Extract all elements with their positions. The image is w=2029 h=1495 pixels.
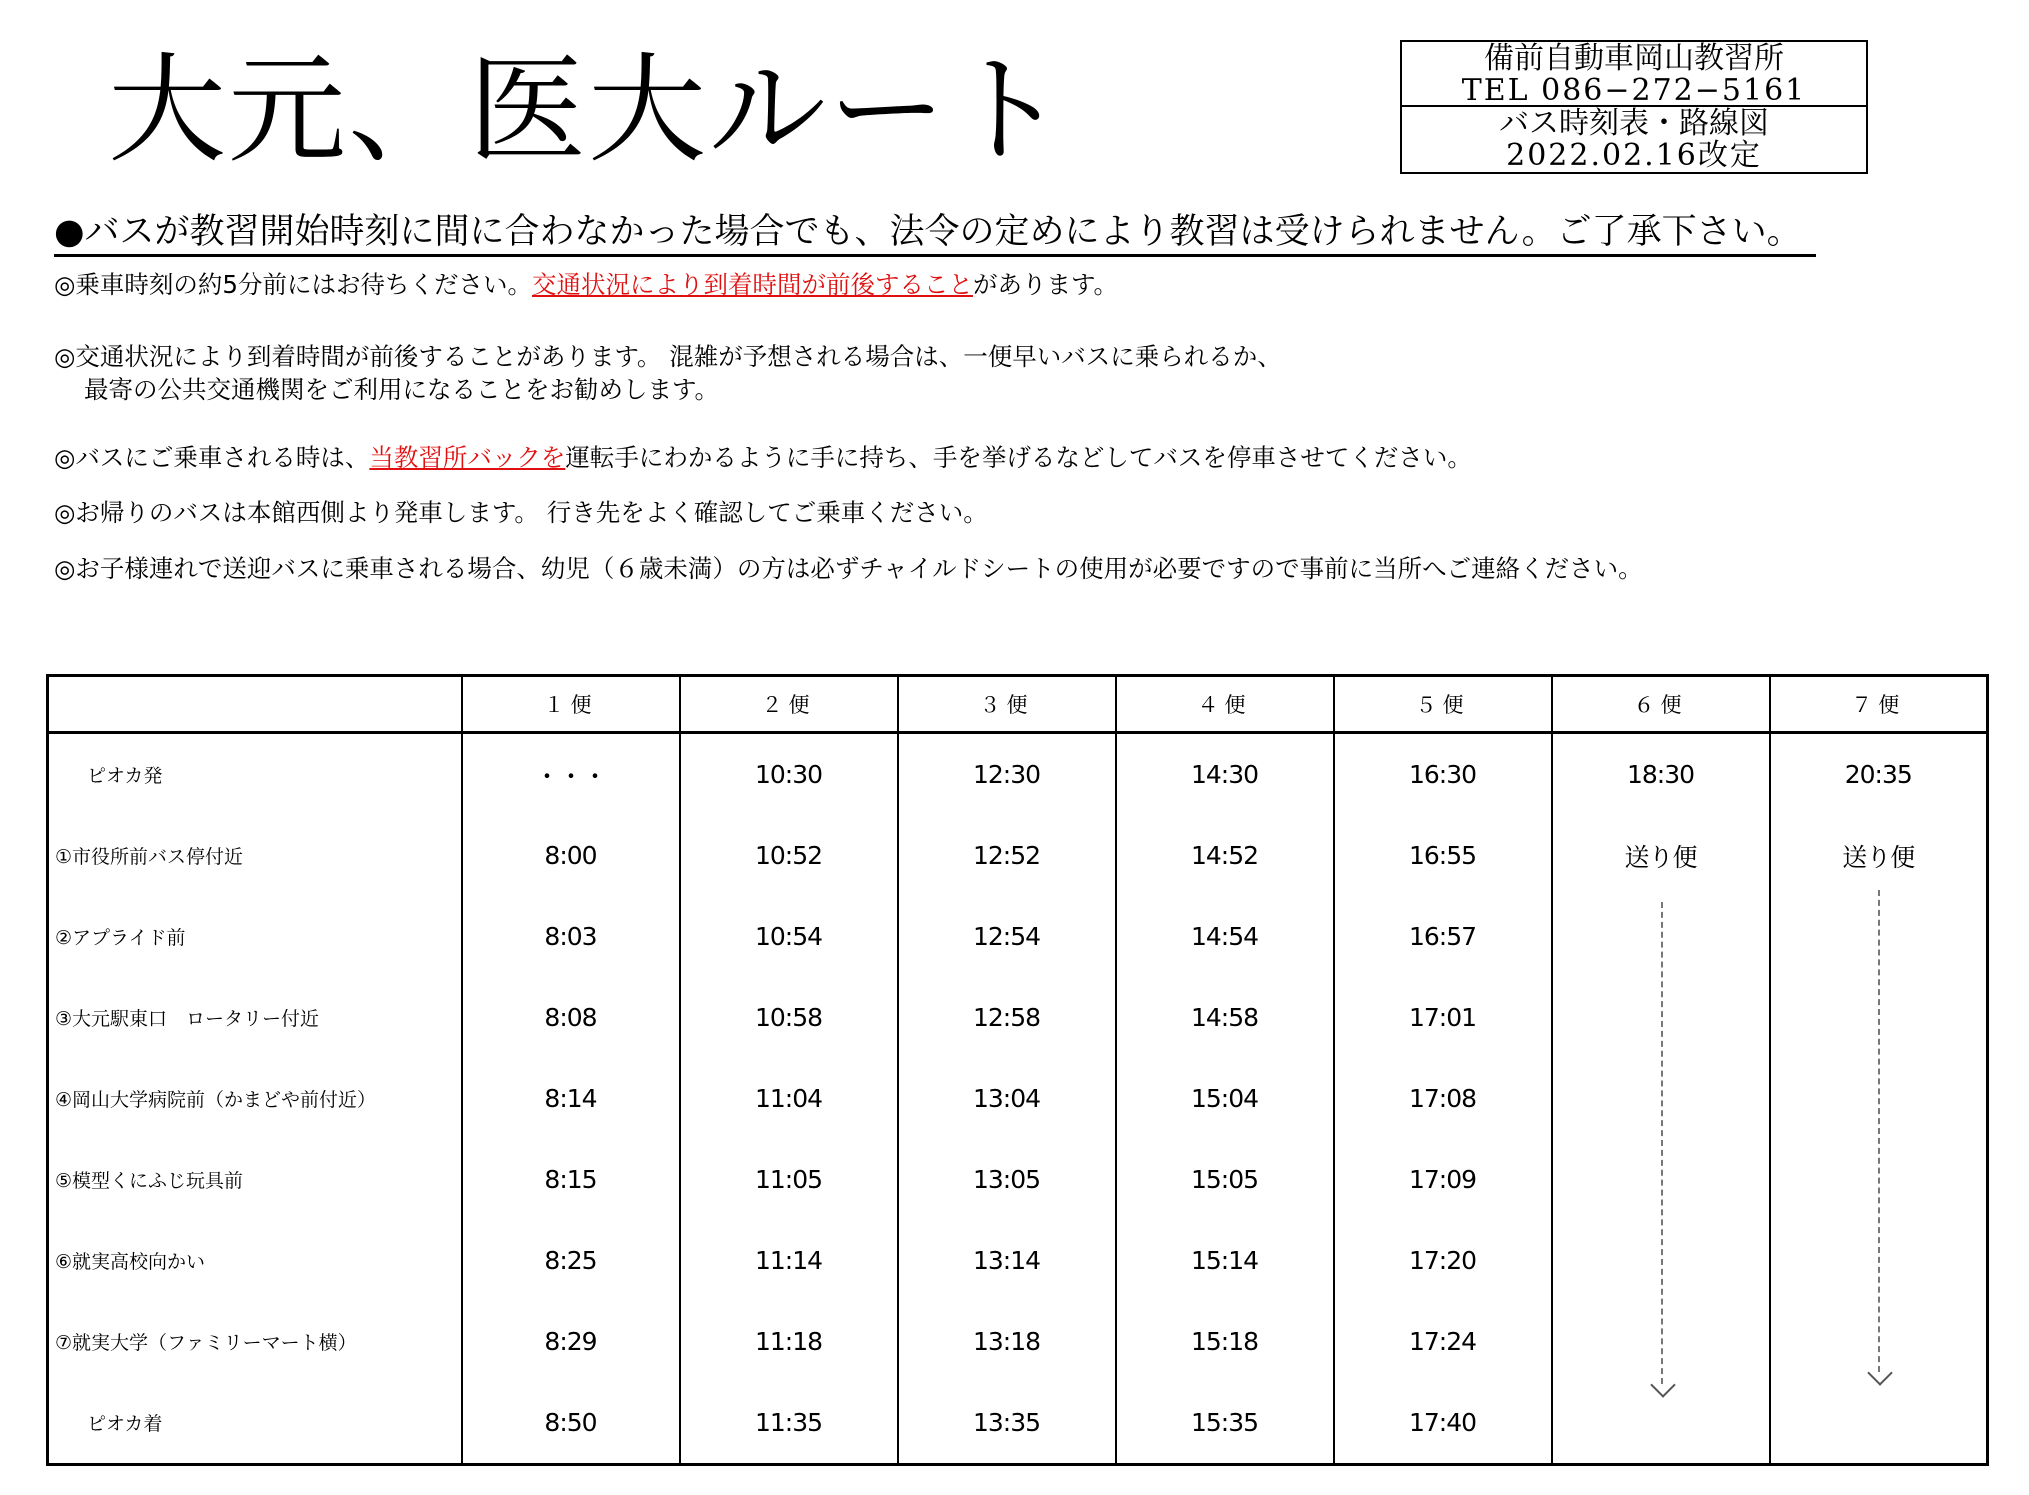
- header-trip-6: ６便: [1552, 676, 1770, 733]
- time-cell: 8:50: [462, 1382, 680, 1465]
- company-name: 備前自動車岡山教習所: [1484, 41, 1784, 76]
- time-cell: 14:58: [1116, 977, 1334, 1058]
- stop-name: ③大元駅東口 ロータリー付近: [48, 977, 462, 1058]
- company-tel: TEL 086−272−5161: [1461, 73, 1807, 108]
- arrow-head-icon: [1868, 1360, 1893, 1385]
- stop-name: ②アプライド前: [48, 896, 462, 977]
- company-info-top: [1402, 42, 1866, 107]
- time-cell: 10:58: [680, 977, 898, 1058]
- time-cell: 12:54: [898, 896, 1116, 977]
- arrow-head-icon: [1650, 1372, 1675, 1397]
- header-trip-5: ５便: [1334, 676, 1552, 733]
- time-cell: 12:58: [898, 977, 1116, 1058]
- time-cell: 10:30: [680, 733, 898, 816]
- revised-date: 2022.02.16改定: [1506, 138, 1762, 173]
- time-cell: 20:35: [1770, 733, 1988, 816]
- time-cell: 11:18: [680, 1301, 898, 1382]
- time-cell: 16:30: [1334, 733, 1552, 816]
- company-info-box: [1400, 40, 1868, 174]
- time-cell: 8:14: [462, 1058, 680, 1139]
- dashed-arrow-icon: [1878, 890, 1880, 1372]
- note-1-pre: ◎乗車時刻の約5分前にはお待ちください。: [54, 270, 532, 299]
- note-2-line-1: ◎交通状況により到着時間が前後することがあります。 混雑が予想される場合は、一便早いバスに乗られるか、: [54, 342, 1282, 371]
- time-cell: 15:18: [1116, 1301, 1334, 1382]
- time-cell: 12:52: [898, 815, 1116, 896]
- time-cell: 14:30: [1116, 733, 1334, 816]
- note-4: ◎お帰りのバスは本館西側より発車します。 行き先をよく確認してご乗車ください。: [54, 498, 988, 527]
- time-cell: 13:05: [898, 1139, 1116, 1220]
- bus-timetable: [46, 674, 1989, 1466]
- time-cell: 13:14: [898, 1220, 1116, 1301]
- time-cell: 15:04: [1116, 1058, 1334, 1139]
- time-cell: 11:05: [680, 1139, 898, 1220]
- time-cell: 13:04: [898, 1058, 1116, 1139]
- main-notice: ●バスが教習開始時刻に間に合わなかった場合でも、法令の定めにより教習は受けられません。ご了承下さい。: [54, 210, 1816, 257]
- time-cell: 14:54: [1116, 896, 1334, 977]
- note-2-line-2: 最寄の公共交通機関をご利用になることをお勧めします。: [84, 375, 720, 404]
- table-row: [48, 896, 1988, 977]
- time-cell: 8:25: [462, 1220, 680, 1301]
- time-cell: 17:20: [1334, 1220, 1552, 1301]
- stop-name: ピオカ発: [48, 733, 462, 816]
- header-trip-3: ３便: [898, 676, 1116, 733]
- header-row: [48, 676, 1988, 733]
- time-cell: 17:40: [1334, 1382, 1552, 1465]
- time-cell: 送り便: [1770, 815, 1988, 896]
- time-cell: 17:24: [1334, 1301, 1552, 1382]
- note-5: ◎お子様連れで送迎バスに乗車される場合、幼児（６歳未満）の方は必ずチャイルドシートの使用が必要ですので事前に当所へご連絡ください。: [54, 554, 1643, 583]
- note-1-red: 交通状況により到着時間が前後すること: [531, 270, 973, 299]
- time-cell: 15:05: [1116, 1139, 1334, 1220]
- time-cell: 8:08: [462, 977, 680, 1058]
- page-title: 大元、医大ルート: [108, 41, 1069, 179]
- time-cell: 13:35: [898, 1382, 1116, 1465]
- note-3-pre: ◎バスにご乗車される時は、: [54, 443, 370, 472]
- note-2: [54, 340, 1282, 406]
- stop-name: ⑤模型くにふじ玩具前: [48, 1139, 462, 1220]
- time-cell: 18:30: [1552, 733, 1770, 816]
- header-trip-1: １便: [462, 676, 680, 733]
- stop-name: ピオカ着: [48, 1382, 462, 1465]
- doc-title: バス時刻表・路線図: [1499, 106, 1769, 141]
- note-3: [54, 441, 1472, 474]
- time-cell: 8:00: [462, 815, 680, 896]
- stop-name: ⑥就実高校向かい: [48, 1220, 462, 1301]
- time-cell: 17:09: [1334, 1139, 1552, 1220]
- table-row: [48, 815, 1988, 896]
- table-row: [48, 733, 1988, 816]
- time-cell: 16:57: [1334, 896, 1552, 977]
- stop-name: ⑦就実大学（ファミリーマート横）: [48, 1301, 462, 1382]
- dashed-arrow-icon: [1661, 902, 1663, 1384]
- time-cell: 11:35: [680, 1382, 898, 1465]
- time-cell: ・・・: [462, 733, 680, 816]
- time-cell: 14:52: [1116, 815, 1334, 896]
- header-trip-4: ４便: [1116, 676, 1334, 733]
- note-3-red: 当教習所バックを: [369, 443, 566, 472]
- company-info-bottom: [1402, 107, 1866, 172]
- time-cell: 8:15: [462, 1139, 680, 1220]
- header-trip-2: ２便: [680, 676, 898, 733]
- time-cell: 11:04: [680, 1058, 898, 1139]
- time-cell: 15:35: [1116, 1382, 1334, 1465]
- header-stop: [48, 676, 462, 733]
- stop-name: ④岡山大学病院前（かまどや前付近）: [48, 1058, 462, 1139]
- time-cell: 12:30: [898, 733, 1116, 816]
- time-cell: 10:52: [680, 815, 898, 896]
- time-cell: 8:29: [462, 1301, 680, 1382]
- time-cell: 8:03: [462, 896, 680, 977]
- note-1: [54, 268, 1118, 301]
- time-cell: 16:55: [1334, 815, 1552, 896]
- time-cell: 13:18: [898, 1301, 1116, 1382]
- header-trip-7: ７便: [1770, 676, 1988, 733]
- stop-name: ①市役所前バス停付近: [48, 815, 462, 896]
- time-cell: 15:14: [1116, 1220, 1334, 1301]
- note-3-post: 運転手にわかるように手に持ち、手を挙げるなどしてバスを停車させてください。: [565, 443, 1472, 472]
- time-cell: 17:08: [1334, 1058, 1552, 1139]
- trip-7-continues: [1770, 896, 1988, 1465]
- time-cell: 11:14: [680, 1220, 898, 1301]
- trip-6-continues: [1552, 896, 1770, 1465]
- time-cell: 送り便: [1552, 815, 1770, 896]
- time-cell: 17:01: [1334, 977, 1552, 1058]
- time-cell: 10:54: [680, 896, 898, 977]
- note-1-post: があります。: [972, 270, 1119, 299]
